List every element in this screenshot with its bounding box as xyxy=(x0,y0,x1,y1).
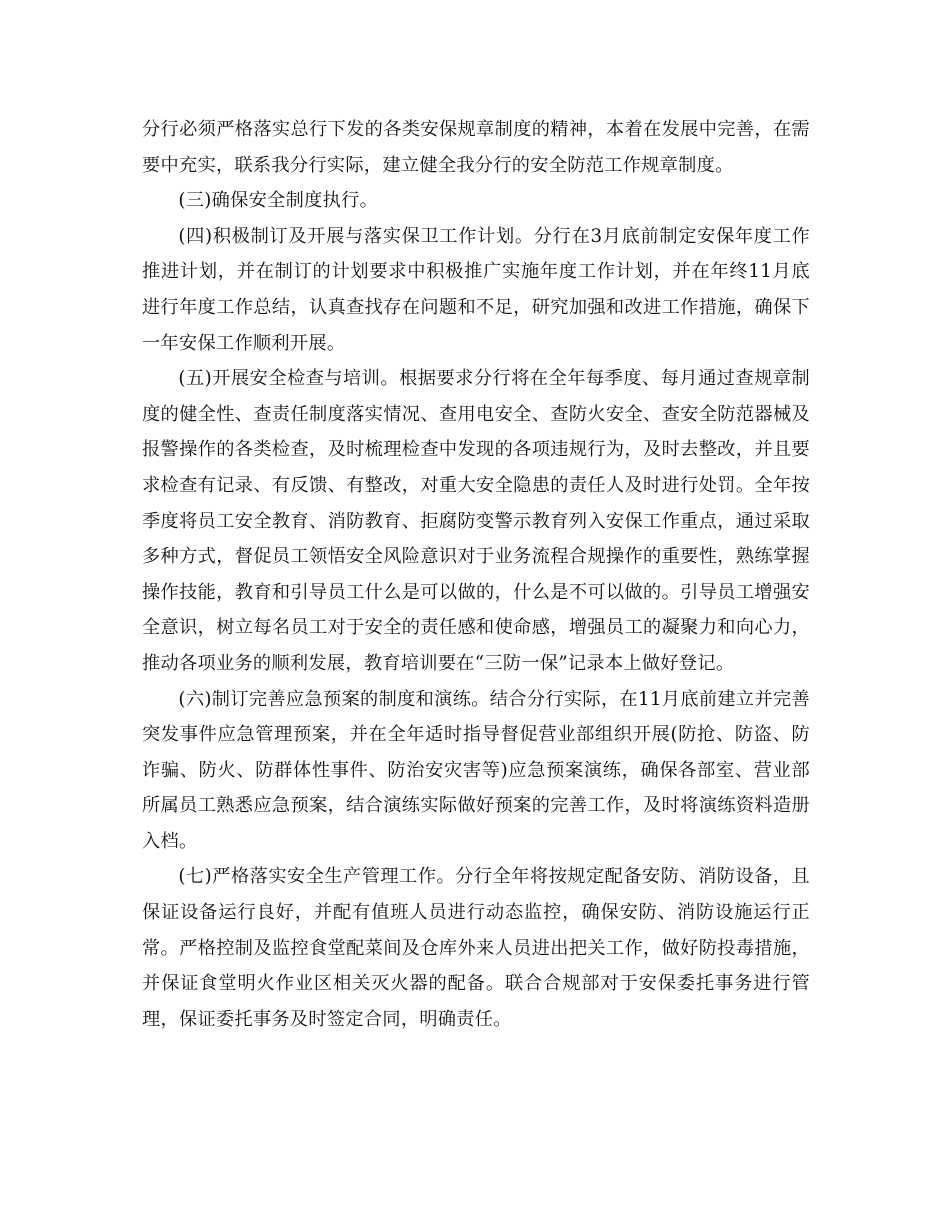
paragraph-section-4: (四)积极制订及开展与落实保卫工作计划。分行在3月底前制定安保年度工作推进计划，并在制订的计划要求中积极推广实施年度工作计划，并在年终11月底进行年度工作总结，认真查找存在问题和不足，研究加强和改进工作措施，确保下一年安保工作顺利开展。 xyxy=(142,225,810,354)
paragraph-section-7: (七)严格落实安全生产管理工作。分行全年将按规定配备安防、消防设备，且保证设备运行良好，并配有值班人员进行动态监控，确保安防、消防设施运行正常。严格控制及监控食堂配菜间及仓库外来人员进出把关工作，做好防投毒措施，并保证食堂明火作业区相关灭火器的配备。联合合规部对于安保委托事务进行管理，保证委托事务及时签定合同，明确责任。 xyxy=(142,866,810,1030)
paragraph-section-6: (六)制订完善应急预案的制度和演练。结合分行实际，在11月底前建立并完善突发事件应急管理预案，并在全年适时指导督促营业部组织开展(防抢、防盗、防诈骗、防火、防群体性事件、防治安灾害等)应急预案演练，确保各部室、营业部所属员工熟悉应急预案，结合演练实际做好预案的完善工作，及时将演练资料造册入档。 xyxy=(142,688,810,852)
paragraph-section-5: (五)开展安全检查与培训。根据要求分行将在全年每季度、每月通过查规章制度的健全性、查责任制度落实情况、查用电安全、查防火安全、查安全防范器械及报警操作的各类检查，及时梳理检查中发现的各项违规行为，及时去整改，并且要求检查有记录、有反馈、有整改，对重大安全隐患的责任人及时进行处罚。全年按季度将员工安全教育、消防教育、拒腐防变警示教育列入安保工作重点，通过采取多种方式，督促员工领悟安全风险意识对于业务流程合规操作的重要性，熟练掌握操作技能，教育和引导员工什么是可以做的，什么是不可以做的。引导员工增强安全意识，树立每名员工对于安全的责任感和使命感，增强员工的凝聚力和向心力，推动各项业务的顺利发展，教育培训要在“三防一保”记录本上做好登记。 xyxy=(142,368,810,674)
paragraph-section-3: (三)确保安全制度执行。 xyxy=(178,190,379,212)
paragraph-continuation: 分行必须严格落实总行下发的各类安保规章制度的精神，本着在发展中完善，在需要中充实，联系我分行实际，建立健全我分行的安全防范工作规章制度。 xyxy=(142,119,810,176)
document-body xyxy=(142,112,810,1037)
